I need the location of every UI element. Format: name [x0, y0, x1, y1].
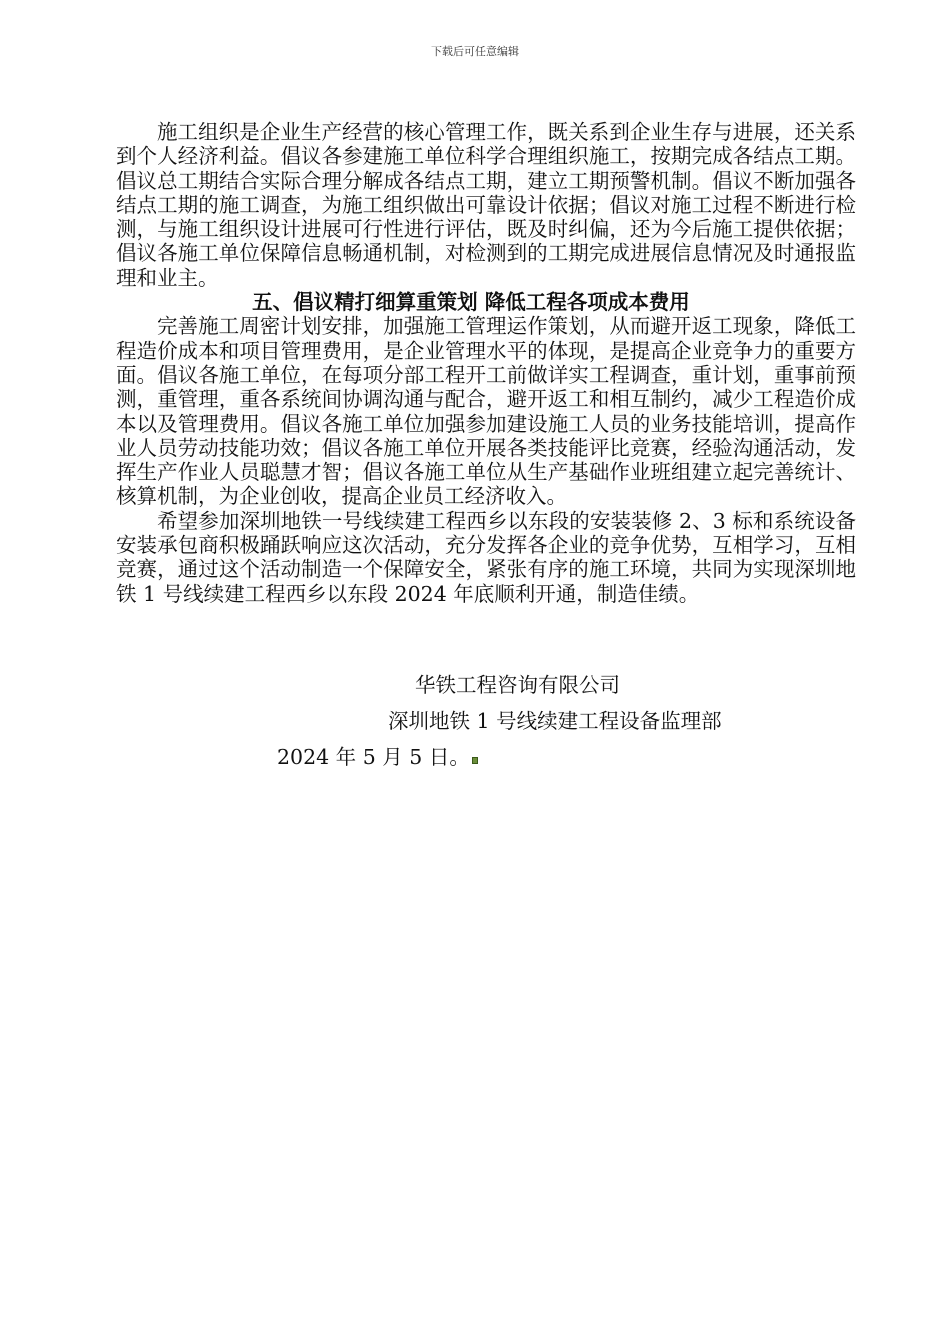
signature-company: 华铁工程咨询有限公司 [415, 673, 620, 697]
document-body [116, 120, 856, 606]
signature-date-text: 2024 年 5 月 5 日。 [277, 745, 470, 769]
signature-date [277, 745, 478, 769]
section-5-heading: 五、倡议精打细算重策划 降低工程各项成本费用 [252, 290, 690, 315]
paragraph-cost-reduction: 完善施工周密计划安排，加强施工管理运作策划，从而避开返工现象，降低工程造价成本和项目管理费用，是企业管理水平的体现，是提高企业竞争力的重要方面。倡议各施工单位，在每项分部工程开工前做详实工程调查，重计划，重事前预测，重管理，重各系统间协调沟通与配合，避开返工和相互制约，减少工程造价成本以及管理费用。倡议各施工单位加强参加建设施工人员的业务技能培训，提高作业人员劳动技能功效；倡议各施工单位开展各类技能评比竞赛，经验沟通活动，发挥生产作业人员聪慧才智；倡议各施工单位从生产基础作业班组建立起完善统计、核算机制，为企业创收，提高企业员工经济收入。 [116, 314, 856, 509]
paragraph-end-mark-icon [472, 757, 478, 764]
signature-department: 深圳地铁 1 号线续建工程设备监理部 [388, 709, 722, 733]
paragraph-construction-organization: 施工组织是企业生产经营的核心管理工作，既关系到企业生存与进展，还关系到个人经济利益。倡议各参建施工单位科学合理组织施工，按期完成各结点工期。倡议总工期结合实际合理分解成各结点工期，建立工期预警机制。倡议不断加强各结点工期的施工调查，为施工组织做出可靠设计依据；倡议对施工过程不断进行检测，与施工组织设计进展可行性进行评估，既及时纠偏，还为今后施工提供依据；倡议各施工单位保障信息畅通机制，对检测到的工期完成进展信息情况及时通报监理和业主。 [116, 120, 856, 290]
page-header-note: 下载后可任意编辑 [431, 45, 519, 58]
paragraph-closing-appeal: 希望参加深圳地铁一号线续建工程西乡以东段的安装装修 2、3 标和系统设备安装承包商积极踊跃响应这次活动，充分发挥各企业的竞争优势，互相学习，互相竞赛，通过这个活动制造一个保障安全，紧张有序的施工环境，共同为实现深圳地铁 1 号线续建工程西乡以东段 2024 年底顺利开通，制造佳绩。 [116, 508, 856, 606]
